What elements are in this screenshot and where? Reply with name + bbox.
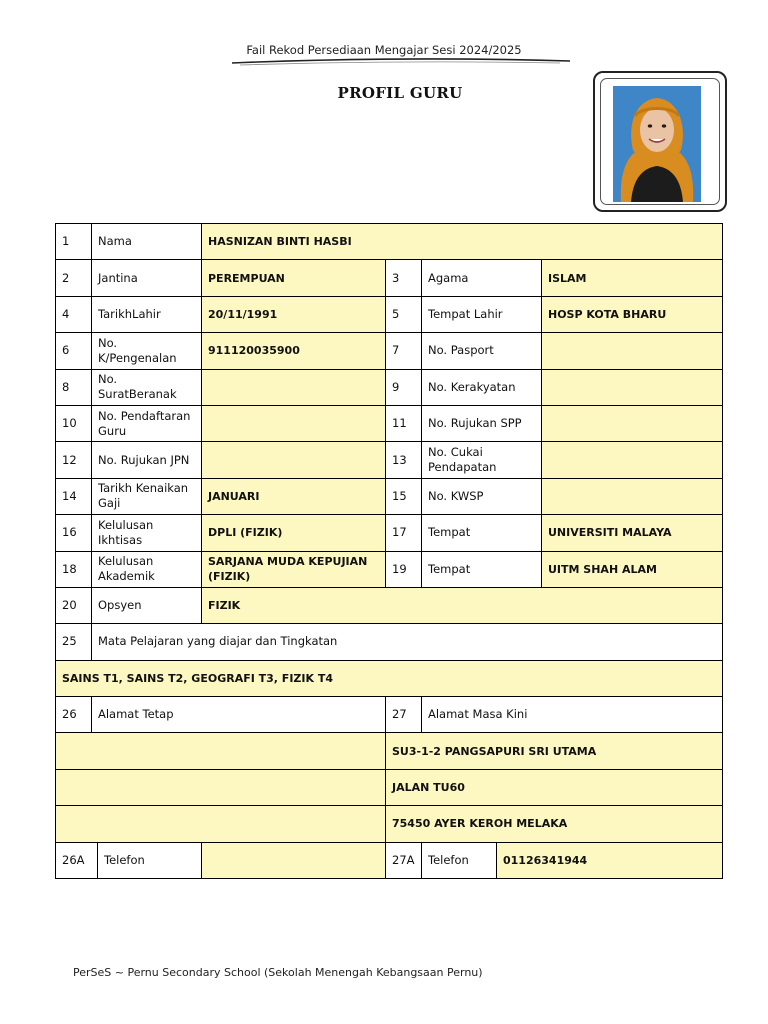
field-label: No. K/Pengenalan <box>92 333 202 369</box>
field-value-kerakyatan <box>542 370 723 406</box>
field-label: Tempat Lahir <box>422 297 542 333</box>
field-label: No. Cukai Pendapatan <box>422 442 542 478</box>
row-number: 14 <box>56 479 92 515</box>
table-row-ikhtisas <box>56 515 723 551</box>
row-number: 15 <box>386 479 422 515</box>
field-value-alamat-tetap <box>56 770 386 806</box>
field-value-telefon-kini: 01126341944 <box>497 843 723 879</box>
field-label: No. Pendaftaran Guru <box>92 406 202 442</box>
file-title: Fail Rekod Persediaan Mengajar Sesi 2024/2025 <box>246 43 522 57</box>
field-value-mata-pelajaran: SAINS T1, SAINS T2, GEOGRAFI T3, FIZIK T4 <box>56 661 723 697</box>
field-value-tempat-akademik: UITM SHAH ALAM <box>542 552 723 588</box>
field-label: Opsyen <box>92 588 202 624</box>
table-row-jantina <box>56 260 723 296</box>
field-label: Nama <box>92 224 202 260</box>
profile-table <box>55 223 723 879</box>
row-number: 27 <box>386 697 422 733</box>
field-label: No. Kerakyatan <box>422 370 542 406</box>
field-value-kenaikan-gaji: JANUARI <box>202 479 386 515</box>
field-value-jantina: PEREMPUAN <box>202 260 386 296</box>
field-value-akademik: SARJANA MUDA KEPUJIAN (FIZIK) <box>202 552 386 588</box>
table-row-telefon <box>56 843 723 879</box>
field-label: Kelulusan Akademik <box>92 552 202 588</box>
page-footer: PerSeS ~ Pernu Secondary School (Sekolah Menengah Kebangsaan Pernu) <box>73 966 483 979</box>
field-value-alamat-kini: JALAN TU60 <box>386 770 723 806</box>
field-value-rujukan-spp <box>542 406 723 442</box>
table-row-kp <box>56 333 723 369</box>
field-value-telefon-tetap <box>202 843 386 879</box>
field-value-tempat-ikhtisas: UNIVERSITI MALAYA <box>542 515 723 551</box>
row-number: 2 <box>56 260 92 296</box>
table-row-tarikh-lahir <box>56 297 723 333</box>
field-value-agama: ISLAM <box>542 260 723 296</box>
table-row-alamat-3 <box>56 806 723 842</box>
field-value-tempat-lahir: HOSP KOTA BHARU <box>542 297 723 333</box>
field-label: No. Pasport <box>422 333 542 369</box>
table-row-pendaftaran <box>56 406 723 442</box>
field-value-rujukan-jpn <box>202 442 386 478</box>
field-label: Agama <box>422 260 542 296</box>
field-value-pasport <box>542 333 723 369</box>
field-value-alamat-tetap <box>56 806 386 842</box>
row-number: 19 <box>386 552 422 588</box>
row-number: 10 <box>56 406 92 442</box>
table-row-mata-pelajaran <box>56 661 723 697</box>
field-value-alamat-kini: SU3-1-2 PANGSAPURI SRI UTAMA <box>386 733 723 769</box>
row-number: 16 <box>56 515 92 551</box>
row-number: 8 <box>56 370 92 406</box>
field-label: Jantina <box>92 260 202 296</box>
field-label: TarikhLahir <box>92 297 202 333</box>
field-value-tarikh-lahir: 20/11/1991 <box>202 297 386 333</box>
row-number: 26A <box>56 843 98 879</box>
field-value-opsyen: FIZIK <box>202 588 723 624</box>
field-label: No. SuratBeranak <box>92 370 202 406</box>
teacher-portrait-photo <box>613 86 701 202</box>
row-number: 4 <box>56 297 92 333</box>
field-label: Kelulusan Ikhtisas <box>92 515 202 551</box>
row-number: 27A <box>386 843 422 879</box>
field-label: Tempat <box>422 515 542 551</box>
table-row-opsyen <box>56 588 723 624</box>
field-value-kwsp <box>542 479 723 515</box>
field-value-kp: 911120035900 <box>202 333 386 369</box>
row-number: 17 <box>386 515 422 551</box>
row-number: 26 <box>56 697 92 733</box>
field-label: No. Rujukan SPP <box>422 406 542 442</box>
field-value-cukai <box>542 442 723 478</box>
field-label: Alamat Tetap <box>92 697 386 733</box>
table-row-mata-pelajaran-header <box>56 624 723 660</box>
field-value-alamat-kini: 75450 AYER KEROH MELAKA <box>386 806 723 842</box>
field-value-nama: HASNIZAN BINTI HASBI <box>202 224 723 260</box>
table-row-alamat-1 <box>56 733 723 769</box>
row-number: 9 <box>386 370 422 406</box>
table-row-akademik <box>56 552 723 588</box>
field-label: Telefon <box>422 843 497 879</box>
field-label: Telefon <box>98 843 202 879</box>
row-number: 7 <box>386 333 422 369</box>
table-row-surat-beranak <box>56 370 723 406</box>
table-row-kenaikan-gaji <box>56 479 723 515</box>
header-swoosh-rule <box>230 56 572 68</box>
field-label: Tempat <box>422 552 542 588</box>
table-row-alamat-2 <box>56 770 723 806</box>
row-number: 11 <box>386 406 422 442</box>
field-label: Alamat Masa Kini <box>422 697 723 733</box>
table-row-rujukan-jpn <box>56 442 723 478</box>
table-row-nama <box>56 224 723 260</box>
row-number: 18 <box>56 552 92 588</box>
row-number: 20 <box>56 588 92 624</box>
row-number: 3 <box>386 260 422 296</box>
row-number: 12 <box>56 442 92 478</box>
row-number: 25 <box>56 624 92 660</box>
field-value-pendaftaran <box>202 406 386 442</box>
row-number: 13 <box>386 442 422 478</box>
field-value-alamat-tetap <box>56 733 386 769</box>
field-label: Mata Pelajaran yang diajar dan Tingkatan <box>92 624 723 660</box>
row-number: 6 <box>56 333 92 369</box>
page-title: PROFIL GURU <box>337 84 463 102</box>
field-label: No. KWSP <box>422 479 542 515</box>
field-label: Tarikh Kenaikan Gaji <box>92 479 202 515</box>
field-value-ikhtisas: DPLI (FIZIK) <box>202 515 386 551</box>
field-value-surat-beranak <box>202 370 386 406</box>
table-row-alamat-header <box>56 697 723 733</box>
field-label: No. Rujukan JPN <box>92 442 202 478</box>
row-number: 1 <box>56 224 92 260</box>
row-number: 5 <box>386 297 422 333</box>
